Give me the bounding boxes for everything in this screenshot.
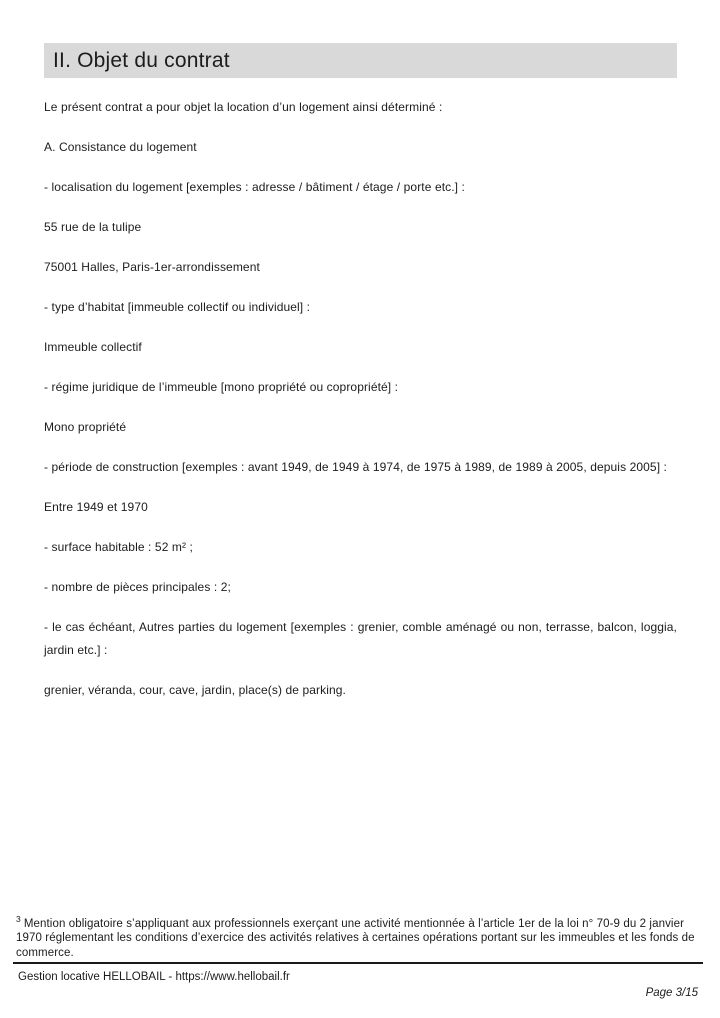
footnote-marker: 3	[16, 913, 21, 924]
footer-brand-line: Gestion locative HELLOBAIL - https://www.hellobail.fr	[18, 971, 290, 983]
contract-body	[44, 96, 677, 719]
field-label-regime-juridique: - régime juridique de l’immeuble [mono propriété ou copropriété] :	[44, 380, 399, 394]
value-autres-parties: grenier, véranda, cour, cave, jardin, place(s) de parking.	[44, 683, 346, 697]
field-nombre-pieces: - nombre de pièces principales : 2;	[44, 580, 231, 594]
footnote	[16, 913, 704, 961]
field-label-periode-construction: - période de construction [exemples : avant 1949, de 1949 à 1974, de 1975 à 1989, de 1989 à 2005, depuis 2005] :	[44, 460, 667, 474]
subsection-heading: A. Consistance du logement	[44, 140, 197, 154]
intro-paragraph: Le présent contrat a pour objet la location d’un logement ainsi déterminé :	[44, 100, 443, 114]
footer-divider	[13, 962, 703, 964]
value-address-city: 75001 Halles, Paris-1er-arrondissement	[44, 260, 260, 274]
value-regime-juridique: Mono propriété	[44, 420, 127, 434]
field-surface-habitable: - surface habitable : 52 m² ;	[44, 540, 193, 554]
field-label-localisation: - localisation du logement [exemples : adresse / bâtiment / étage / porte etc.] :	[44, 180, 465, 194]
field-label-autres-parties: - le cas échéant, Autres parties du logement [exemples : grenier, comble aménagé ou non, terrasse, balcon, loggia, jardin etc.] :	[44, 620, 677, 657]
field-label-type-habitat: - type d’habitat [immeuble collectif ou individuel] :	[44, 300, 311, 314]
footnote-text: Mention obligatoire s’appliquant aux professionnels exerçant une activité mentionnée à l’article 1er de la loi n° 70-9 du 2 janvier 1970 réglementant les conditions d’exercice des activités relatives à certaines opérations portant sur les immeubles et les fonds de commerce.	[16, 917, 695, 959]
section-title: II. Objet du contrat	[53, 49, 230, 72]
section-title-bar	[44, 43, 677, 78]
page-number: Page 3/15	[645, 987, 698, 999]
value-type-habitat: Immeuble collectif	[44, 340, 142, 354]
value-address-street: 55 rue de la tulipe	[44, 220, 142, 234]
value-periode-construction: Entre 1949 et 1970	[44, 500, 148, 514]
